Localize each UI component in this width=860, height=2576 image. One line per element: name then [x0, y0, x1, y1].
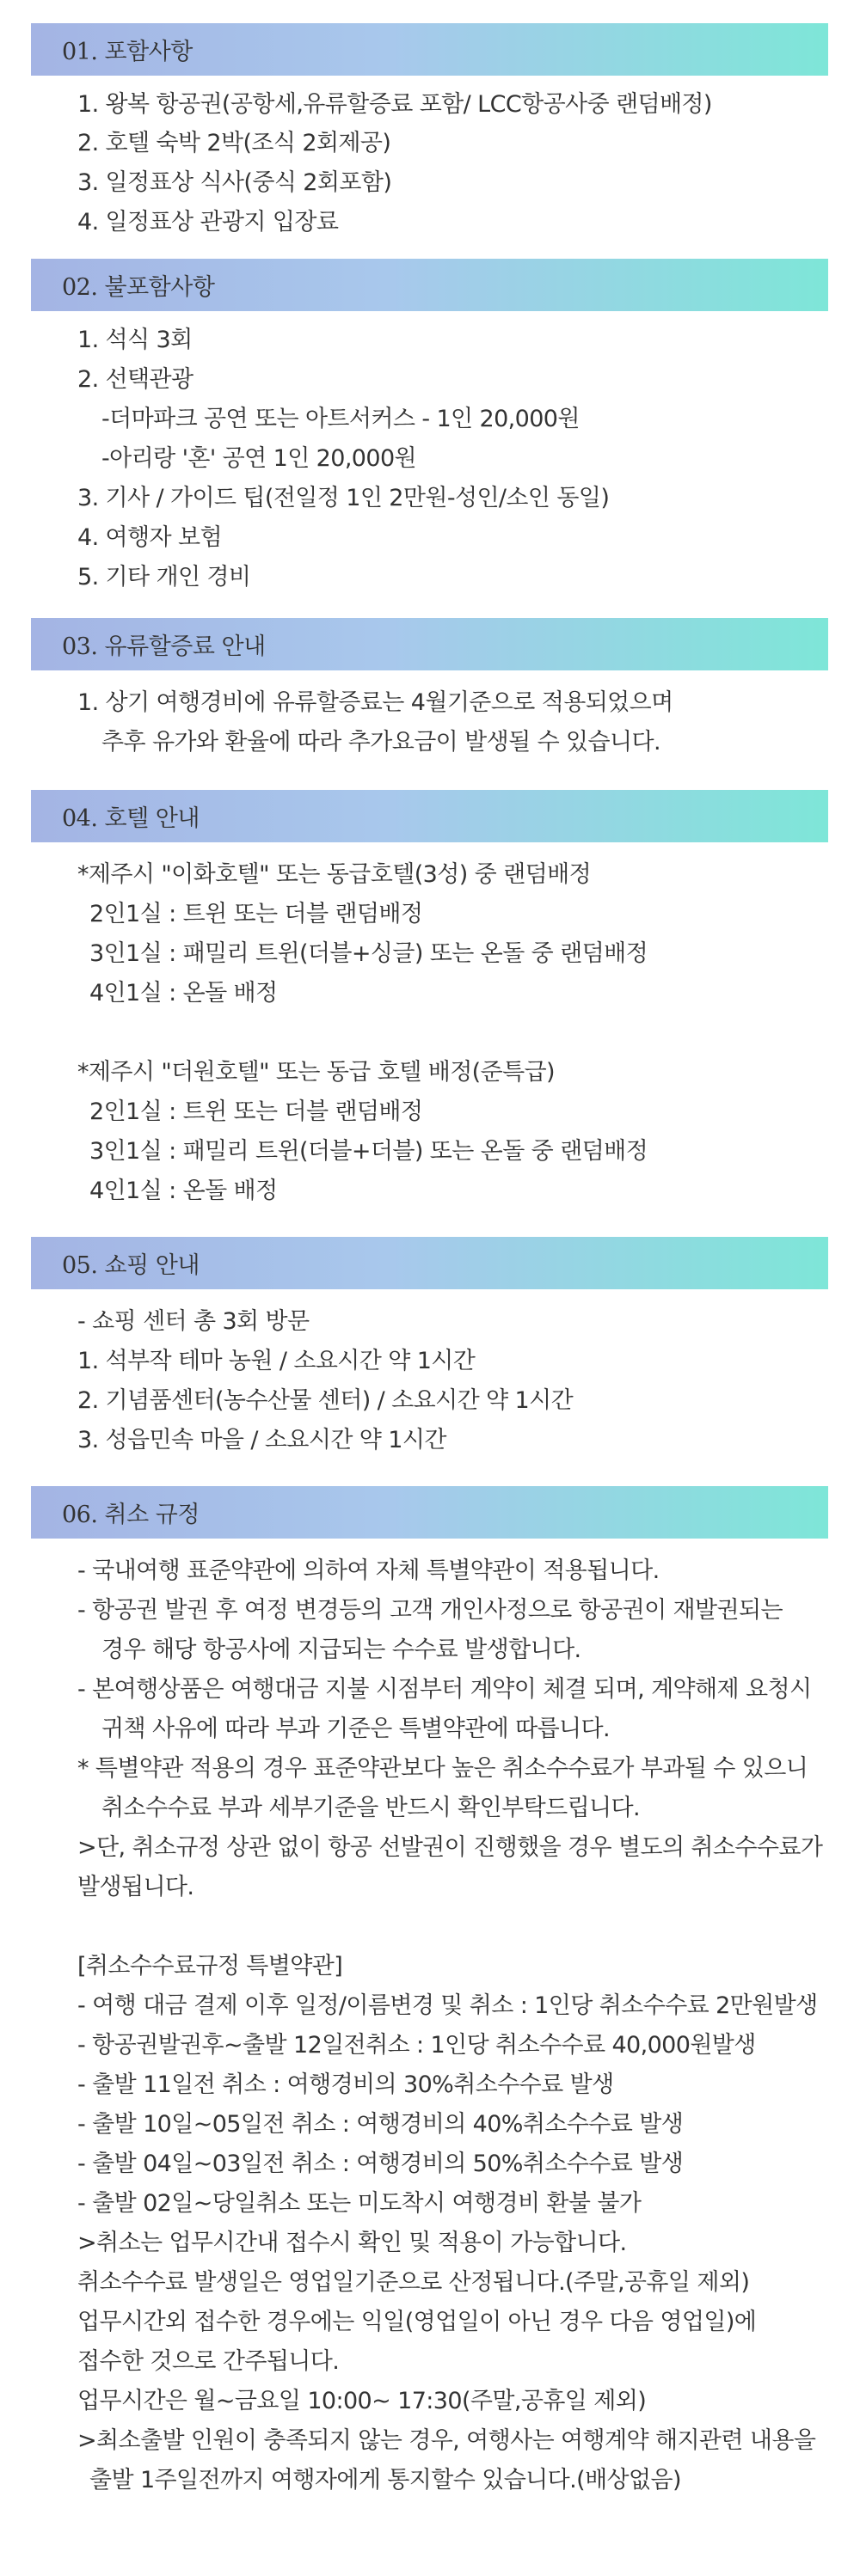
included-item-2: 2. 호텔 숙박 2박(조식 2회제공) [77, 130, 391, 156]
section-header-fuel-surcharge [31, 618, 828, 670]
hotel-option-1-room-2: 2인1실 : 트윈 또는 더블 랜덤배정 [89, 901, 423, 927]
section-title: 05. 쇼핑 안내 [62, 1252, 200, 1279]
excluded-item-2-sub-2: -아리랑 '혼' 공연 1인 20,000원 [101, 445, 417, 472]
hotel-option-1-room-4: 4인1실 : 온돌 배정 [89, 980, 278, 1007]
excluded-item-2: 2. 선택관광 [77, 366, 194, 393]
cancellation-rules-title: [취소수수료규정 특별약관] [77, 1953, 343, 1979]
cancellation-rule-3: - 출발 11일전 취소 : 여행경비의 30%취소수수료 발생 [77, 2071, 614, 2098]
included-item-3: 3. 일정표상 식사(중식 2회포함) [77, 169, 392, 196]
shopping-line-4: 3. 성읍민속 마을 / 소요시간 약 1시간 [77, 1427, 446, 1453]
cancellation-rule-4: - 출발 10일~05일전 취소 : 여행경비의 40%취소수수료 발생 [77, 2111, 684, 2138]
hotel-option-2-room-4: 4인1실 : 온돌 배정 [89, 1178, 278, 1204]
section-header-hotel [31, 790, 828, 842]
included-item-1: 1. 왕복 항공권(공항세,유류할증료 포함/ LCC항공사중 랜덤배정) [77, 91, 712, 118]
cancellation-note-4: 접수한 것으로 간주됩니다. [77, 2348, 340, 2375]
cancellation-line-4: - 본여행상품은 여행대금 지불 시점부터 계약이 체결 되며, 계약해제 요청시 [77, 1676, 812, 1703]
shopping-line-1: - 쇼핑 센터 총 3회 방문 [77, 1308, 310, 1335]
cancellation-rule-6: - 출발 02일~당일취소 또는 미도착시 여행경비 환불 불가 [77, 2190, 642, 2217]
section-header-excluded [31, 259, 828, 311]
excluded-item-1: 1. 석식 3회 [77, 327, 193, 353]
cancellation-rule-2: - 항공권발권후~출발 12일전취소 : 1인당 취소수수료 40,000원발생 [77, 2032, 756, 2059]
cancellation-line-8: >단, 취소규정 상관 없이 항공 선발권이 진행했을 경우 별도의 취소수수료가 [77, 1834, 823, 1861]
cancellation-note-2: 취소수수료 발생일은 영업일기준으로 산정됩니다.(주말,공휴일 제외) [77, 2269, 750, 2296]
hotel-option-1-room-3: 3인1실 : 패밀리 트윈(더블+싱글) 또는 온돌 중 랜덤배정 [89, 940, 648, 967]
hotel-option-2-room-2: 2인1실 : 트윈 또는 더블 랜덤배정 [89, 1098, 423, 1125]
cancellation-line-6: * 특별약관 적용의 경우 표준약관보다 높은 취소수수료가 부과될 수 있으니 [77, 1755, 808, 1782]
cancellation-line-9: 발생됩니다. [77, 1874, 194, 1900]
cancellation-note-7: 출발 1주일전까지 여행자에게 통지할수 있습니다.(배상없음) [89, 2467, 681, 2493]
section-title: 06. 취소 규정 [62, 1502, 200, 1528]
cancellation-rule-1: - 여행 대금 결제 이후 일정/이름변경 및 취소 : 1인당 취소수수료 2만원발생 [77, 1992, 818, 2019]
section-title: 02. 불포함사항 [62, 274, 215, 301]
hotel-option-1-title: *제주시 "이화호텔" 또는 동급호텔(3성) 중 랜덤배정 [77, 861, 592, 888]
hotel-option-2-title: *제주시 "더원호텔" 또는 동급 호텔 배정(준특급) [77, 1059, 555, 1086]
cancellation-rule-5: - 출발 04일~03일전 취소 : 여행경비의 50%취소수수료 발생 [77, 2151, 684, 2177]
cancellation-note-1: >취소는 업무시간내 접수시 확인 및 적용이 가능합니다. [77, 2230, 627, 2256]
fuel-surcharge-line-2: 추후 유가와 환율에 따라 추가요금이 발생될 수 있습니다. [101, 729, 660, 756]
excluded-item-2-sub-1: -더마파크 공연 또는 아트서커스 - 1인 20,000원 [101, 406, 580, 432]
cancellation-note-6: >최소출발 인원이 충족되지 않는 경우, 여행사는 여행계약 해지관련 내용을 [77, 2427, 816, 2454]
excluded-item-3: 3. 기사 / 가이드 팁(전일정 1인 2만원-성인/소인 동일) [77, 485, 610, 511]
cancellation-line-3: 경우 해당 항공사에 지급되는 수수료 발생합니다. [101, 1637, 581, 1663]
cancellation-note-5: 업무시간은 월~금요일 10:00~ 17:30(주말,공휴일 제외) [77, 2388, 647, 2414]
section-header-included [31, 23, 828, 76]
shopping-line-2: 1. 석부작 테마 농원 / 소요시간 약 1시간 [77, 1348, 476, 1374]
shopping-line-3: 2. 기념품센터(농수산물 센터) / 소요시간 약 1시간 [77, 1387, 574, 1414]
cancellation-note-3: 업무시간외 접수한 경우에는 익일(영업일이 아닌 경우 다음 영업일)에 [77, 2309, 757, 2335]
cancellation-line-1: - 국내여행 표준약관에 의하여 자체 특별약관이 적용됩니다. [77, 1557, 660, 1584]
included-item-4: 4. 일정표상 관광지 입장료 [77, 209, 339, 236]
cancellation-line-2: - 항공권 발권 후 여정 변경등의 고객 개인사정으로 항공권이 재발권되는 [77, 1597, 783, 1624]
section-header-cancellation [31, 1486, 828, 1539]
excluded-item-5: 5. 기타 개인 경비 [77, 564, 251, 590]
section-title: 03. 유류할증료 안내 [62, 633, 266, 660]
cancellation-line-5: 귀책 사유에 따라 부과 기준은 특별약관에 따릅니다. [101, 1716, 610, 1742]
section-title: 01. 포함사항 [62, 39, 193, 65]
excluded-item-4: 4. 여행자 보험 [77, 524, 222, 551]
fuel-surcharge-line-1: 1. 상기 여행경비에 유류할증료는 4월기준으로 적용되었으며 [77, 689, 673, 716]
section-header-shopping [31, 1237, 828, 1289]
section-title: 04. 호텔 안내 [62, 805, 200, 832]
hotel-option-2-room-3: 3인1실 : 패밀리 트윈(더블+더블) 또는 온돌 중 랜덤배정 [89, 1138, 648, 1165]
cancellation-line-7: 취소수수료 부과 세부기준을 반드시 확인부탁드립니다. [101, 1795, 640, 1821]
